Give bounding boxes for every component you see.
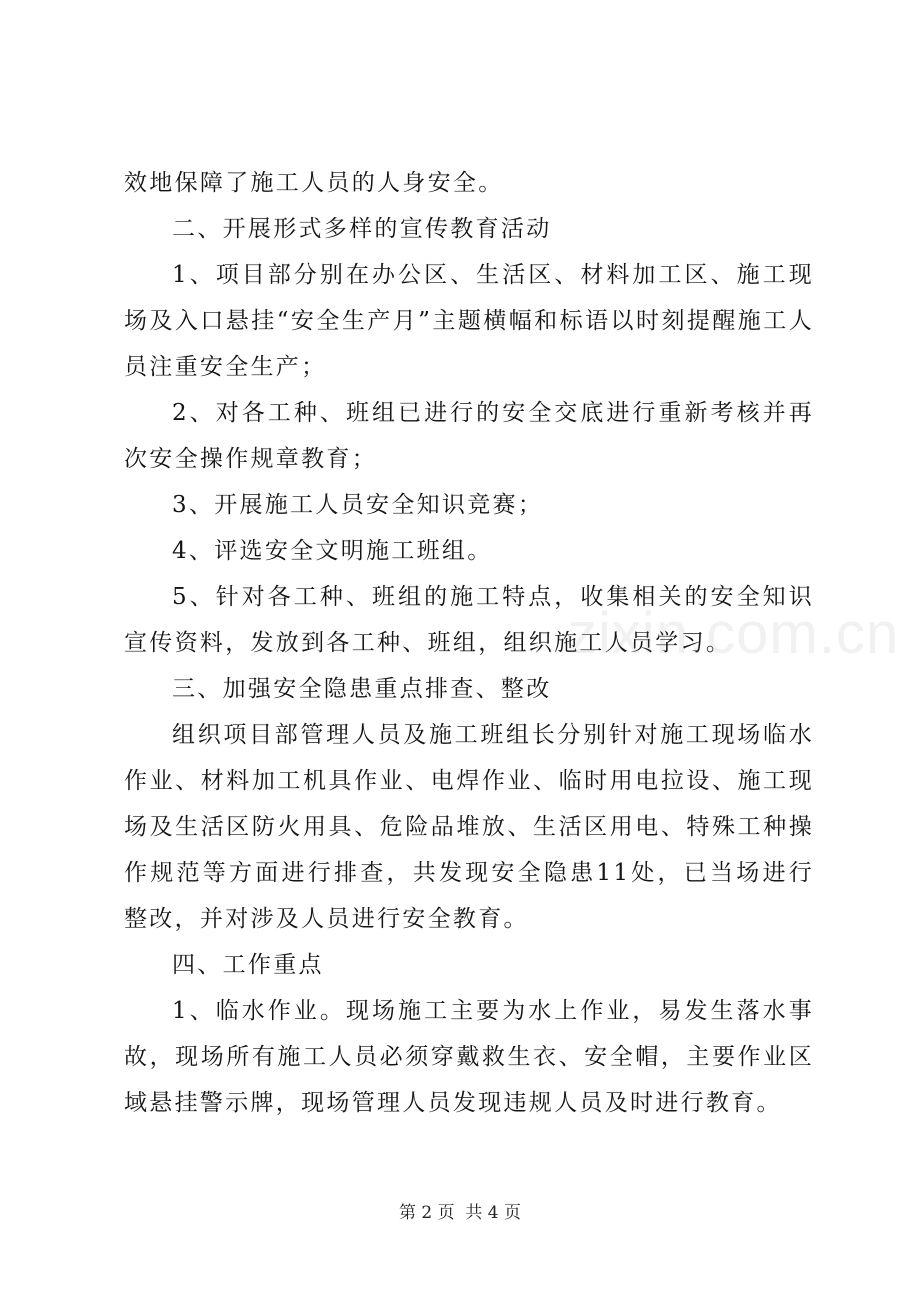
list-item-water-work: 1、临水作业。现场施工主要为水上作业，易发生落水事故，现场所有施工人员必须穿戴救生衣、安全帽，主要作业区域悬挂警示牌，现场管理人员发现违规人员及时进行教育。 <box>124 998 814 1116</box>
page-number: 第 2 页 共 4 页 <box>398 1203 522 1223</box>
section-heading-2: 二、开展形式多样的宣传教育活动 <box>172 216 552 242</box>
section-heading-4: 四、工作重点 <box>172 952 324 978</box>
list-item-5: 5、针对各工种、班组的施工特点，收集相关的安全知识宣传资料，发放到各工种、班组，组织施工人员学习。 <box>124 584 814 656</box>
list-item-2: 2、对各工种、班组已进行的安全交底进行重新考核并再次安全操作规章教育； <box>124 400 814 472</box>
list-item-1: 1、项目部分别在办公区、生活区、材料加工区、施工现场及入口悬挂“安全生产月”主题横幅和标语以时刻提醒施工人员注重安全生产； <box>124 262 814 380</box>
list-item-4: 4、评选安全文明施工班组。 <box>172 538 493 564</box>
paragraph-continuation: 效地保障了施工人员的人身安全。 <box>124 170 504 196</box>
list-item-3: 3、开展施工人员安全知识竞赛； <box>172 492 544 518</box>
body-paragraph: 组织项目部管理人员及施工班组长分别针对施工现场临水作业、材料加工机具作业、电焊作业、临时用电拉设、施工现场及生活区防火用具、危险品堆放、生活区用电、特殊工种操作规范等方面进行排查，共发现安全隐患11处，已当场进行整改，并对涉及人员进行安全教育。 <box>124 722 814 932</box>
section-heading-3: 三、加强安全隐患重点排查、整改 <box>172 676 552 702</box>
page-footer <box>0 1201 920 1225</box>
watermark: zixin.com.cn <box>568 601 900 666</box>
document-body <box>124 160 814 1126</box>
